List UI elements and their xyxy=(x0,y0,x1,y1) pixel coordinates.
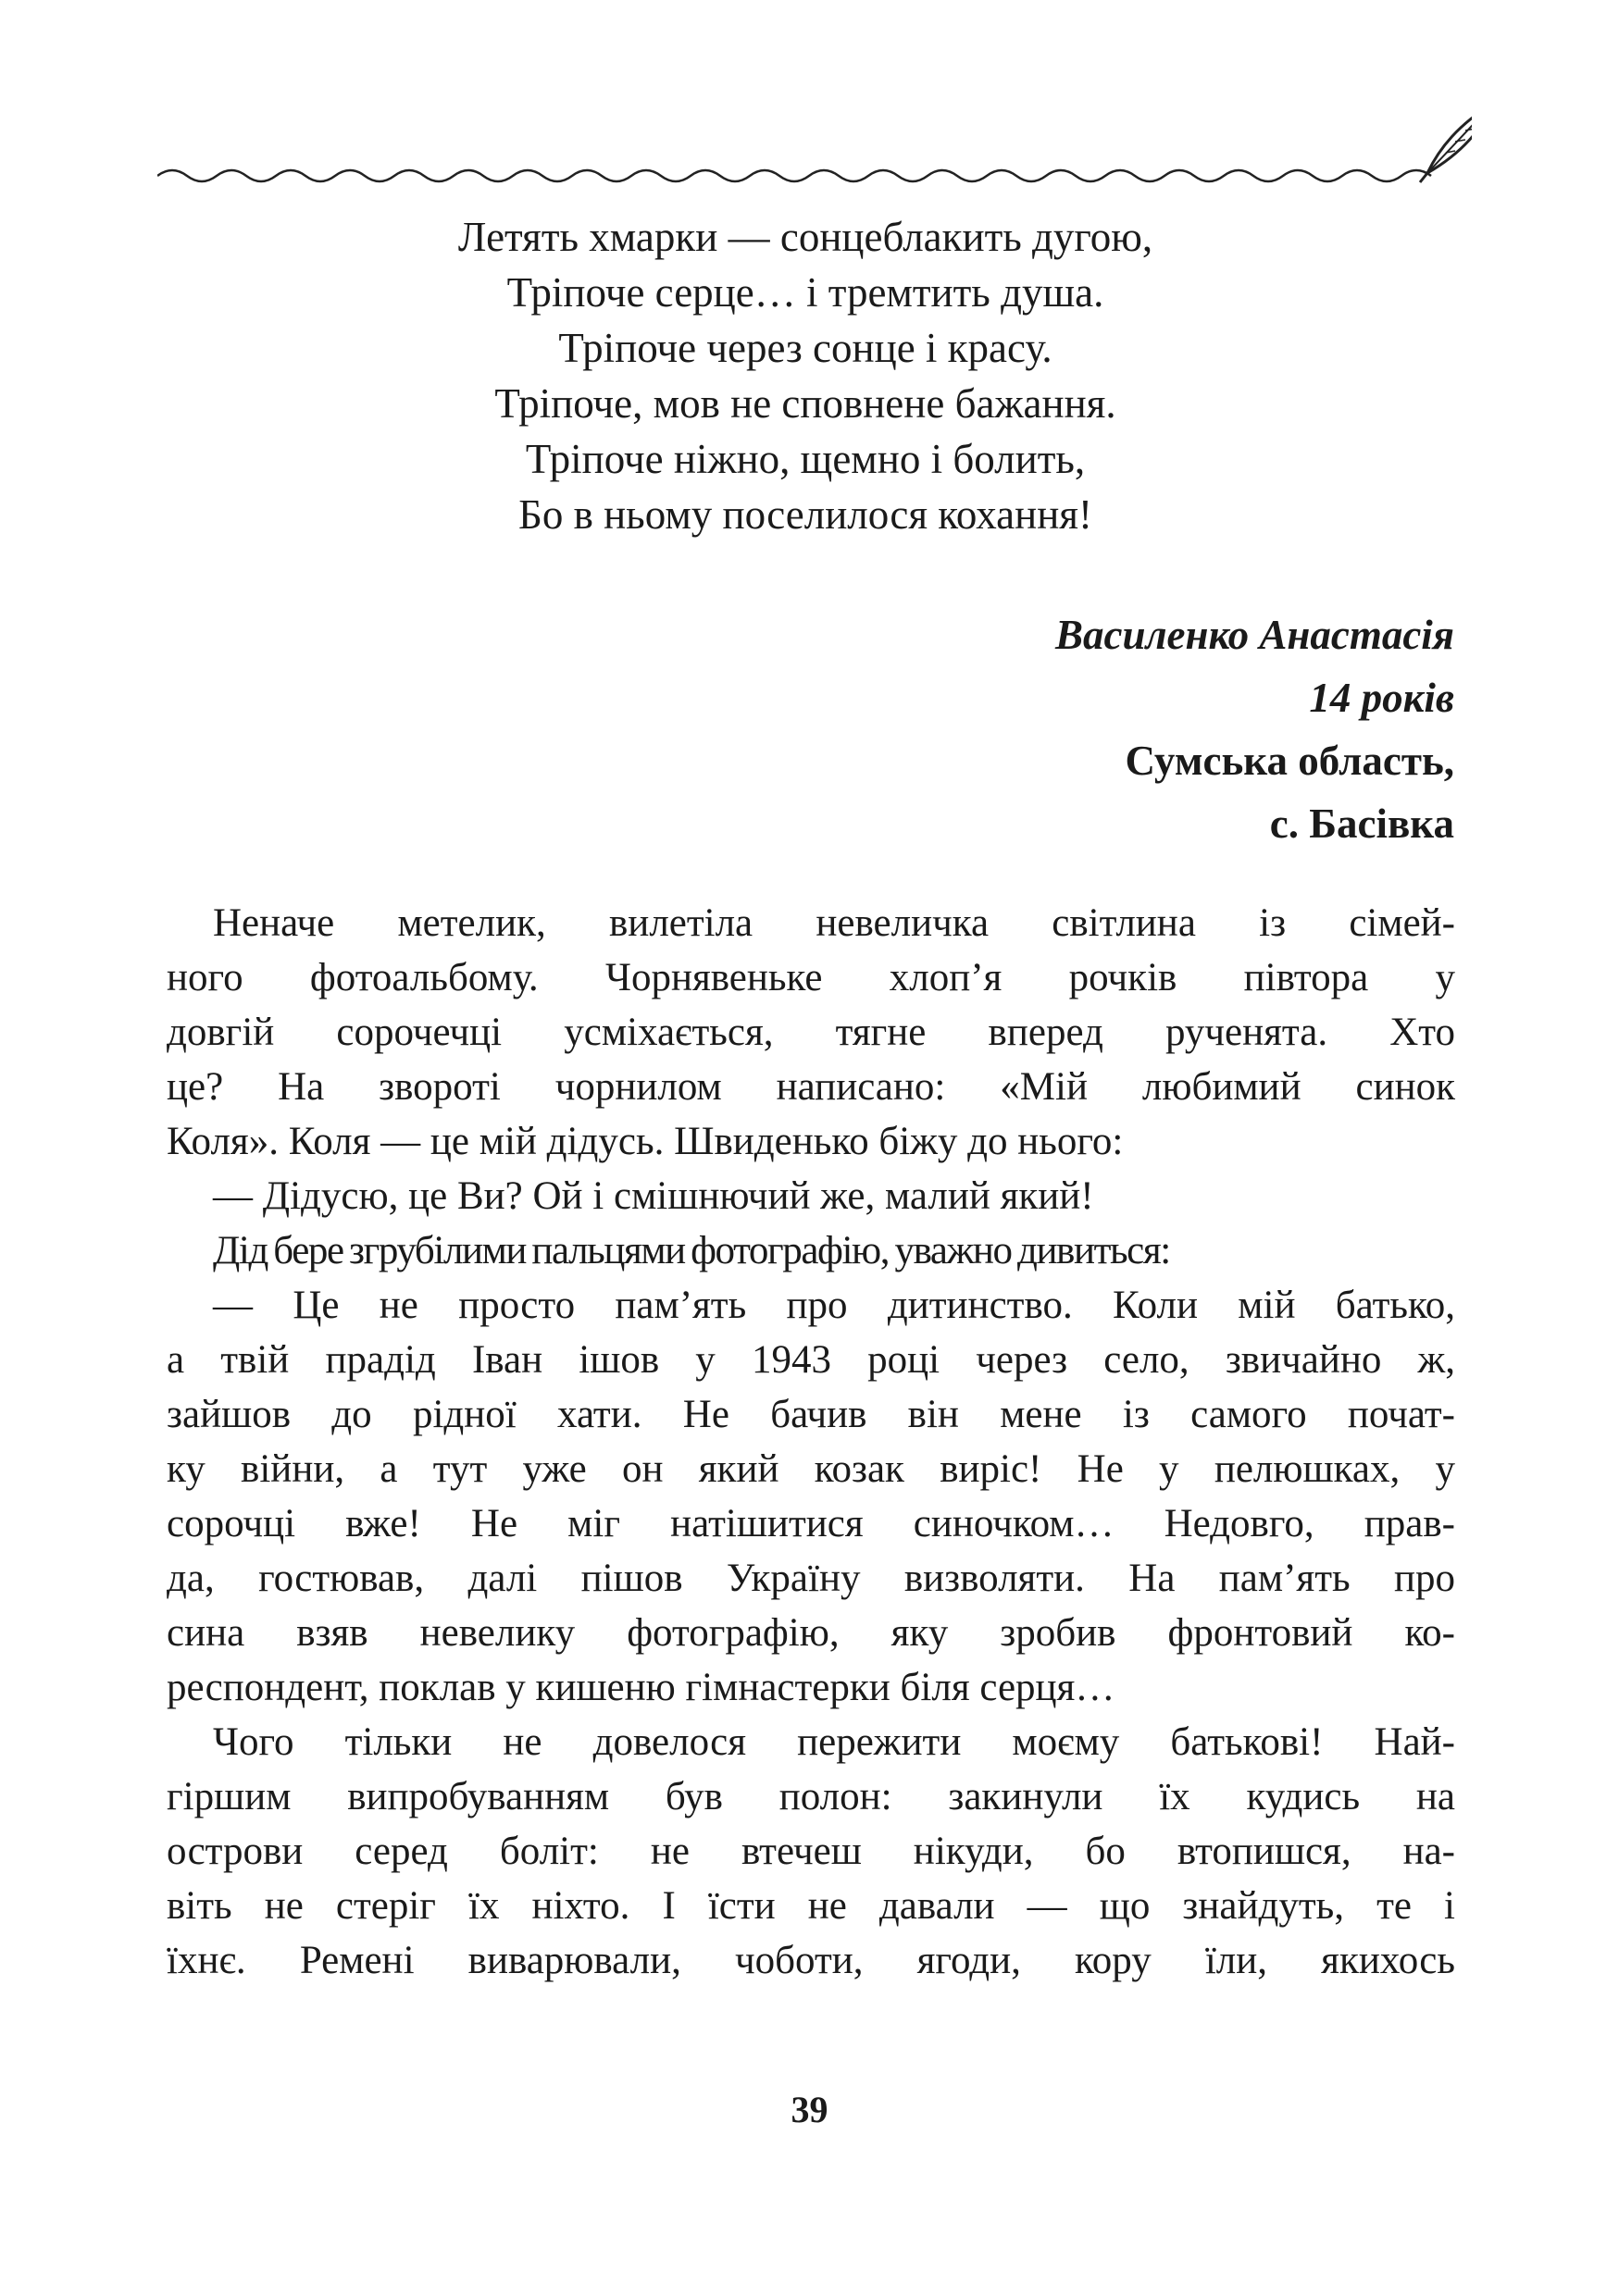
author-signature xyxy=(621,603,1454,855)
author-region: Сумська область, xyxy=(1125,738,1454,784)
author-age: 14 років xyxy=(1309,675,1454,721)
poem xyxy=(222,209,1389,542)
story-line: віть не стеріг їх ніхто. І їсти не давали — що знайдуть, те і xyxy=(167,1884,1455,1928)
poem-line: Тріпоче серце… і тремтить душа. xyxy=(506,269,1104,316)
story-line: ного фотоальбому. Чорнявеньке хлоп’я рочків півтора у xyxy=(167,956,1455,999)
story-text xyxy=(167,896,1455,1988)
story-line: Коля». Коля — це мій дідусь. Швиденько біжу до нього: xyxy=(167,1120,1124,1163)
story-line: сорочці вже! Не міг натішитися синочком… Недовго, прав- xyxy=(167,1502,1455,1545)
story-line: сина взяв невелику фотографію, яку зробив фронтовий ко- xyxy=(167,1611,1455,1655)
wavy-divider-line xyxy=(157,170,1431,181)
story-line: Чого тільки не довелося пережити моєму батькові! Най- xyxy=(213,1720,1455,1764)
story-line: гіршим випробуванням був полон: закинули їх кудись на xyxy=(167,1775,1455,1818)
page-number: 39 xyxy=(791,2089,828,2130)
story-line: Дід бере згрубілими пальцями фотографію, уважно дивиться: xyxy=(213,1229,1170,1272)
story-line: ку війни, а тут уже он який козак виріс! Не у пелюшках, у xyxy=(167,1447,1455,1491)
feather-quill-icon xyxy=(1420,102,1472,182)
story-line: острови серед боліт: не втечеш нікуди, бо втопишся, на- xyxy=(167,1830,1455,1873)
story-line: їхнє. Ремені виварювали, чоботи, ягоди, кору їли, якихось xyxy=(167,1939,1455,1982)
story-line: — Дідусю, це Ви? Ой і смішнючий же, малий який! xyxy=(213,1174,1094,1218)
story-line: — Це не просто пам’ять про дитинство. Коли мій батько, xyxy=(213,1284,1455,1327)
poem-line: Тріпоче через сонце і красу. xyxy=(558,325,1052,371)
header-wave-ornament xyxy=(157,97,1472,190)
poem-line: Тріпоче, мов не сповнене бажання. xyxy=(494,380,1116,427)
poem-line: Бо в ньому поселилося кохання! xyxy=(518,491,1092,538)
author-name: Василенко Анастасія xyxy=(1054,612,1454,658)
story-line: довгій сорочечці усміхається, тягне вперед рученята. Хто xyxy=(167,1011,1455,1054)
story-line: це? На звороті чорнилом написано: «Мій любимий синок xyxy=(167,1065,1455,1109)
story-line: а твій прадід Іван ішов у 1943 році через село, звичайно ж, xyxy=(167,1338,1455,1382)
author-village: с. Басівка xyxy=(1269,800,1454,847)
story-line: респондент, поклав у кишеню гімнастерки біля серця… xyxy=(167,1666,1115,1709)
story-line: да, гостював, далі пішов Україну визволяти. На пам’ять про xyxy=(167,1557,1455,1600)
poem-line: Тріпоче ніжно, щемно і болить, xyxy=(525,436,1086,482)
story-line: зайшов до рідної хати. Не бачив він мене із самого почат- xyxy=(167,1393,1455,1436)
poem-line: Летять хмарки — сонцеблакить дугою, xyxy=(457,214,1153,260)
story-line: Неначе метелик, вилетіла невеличка світлина із сімей- xyxy=(213,901,1455,945)
